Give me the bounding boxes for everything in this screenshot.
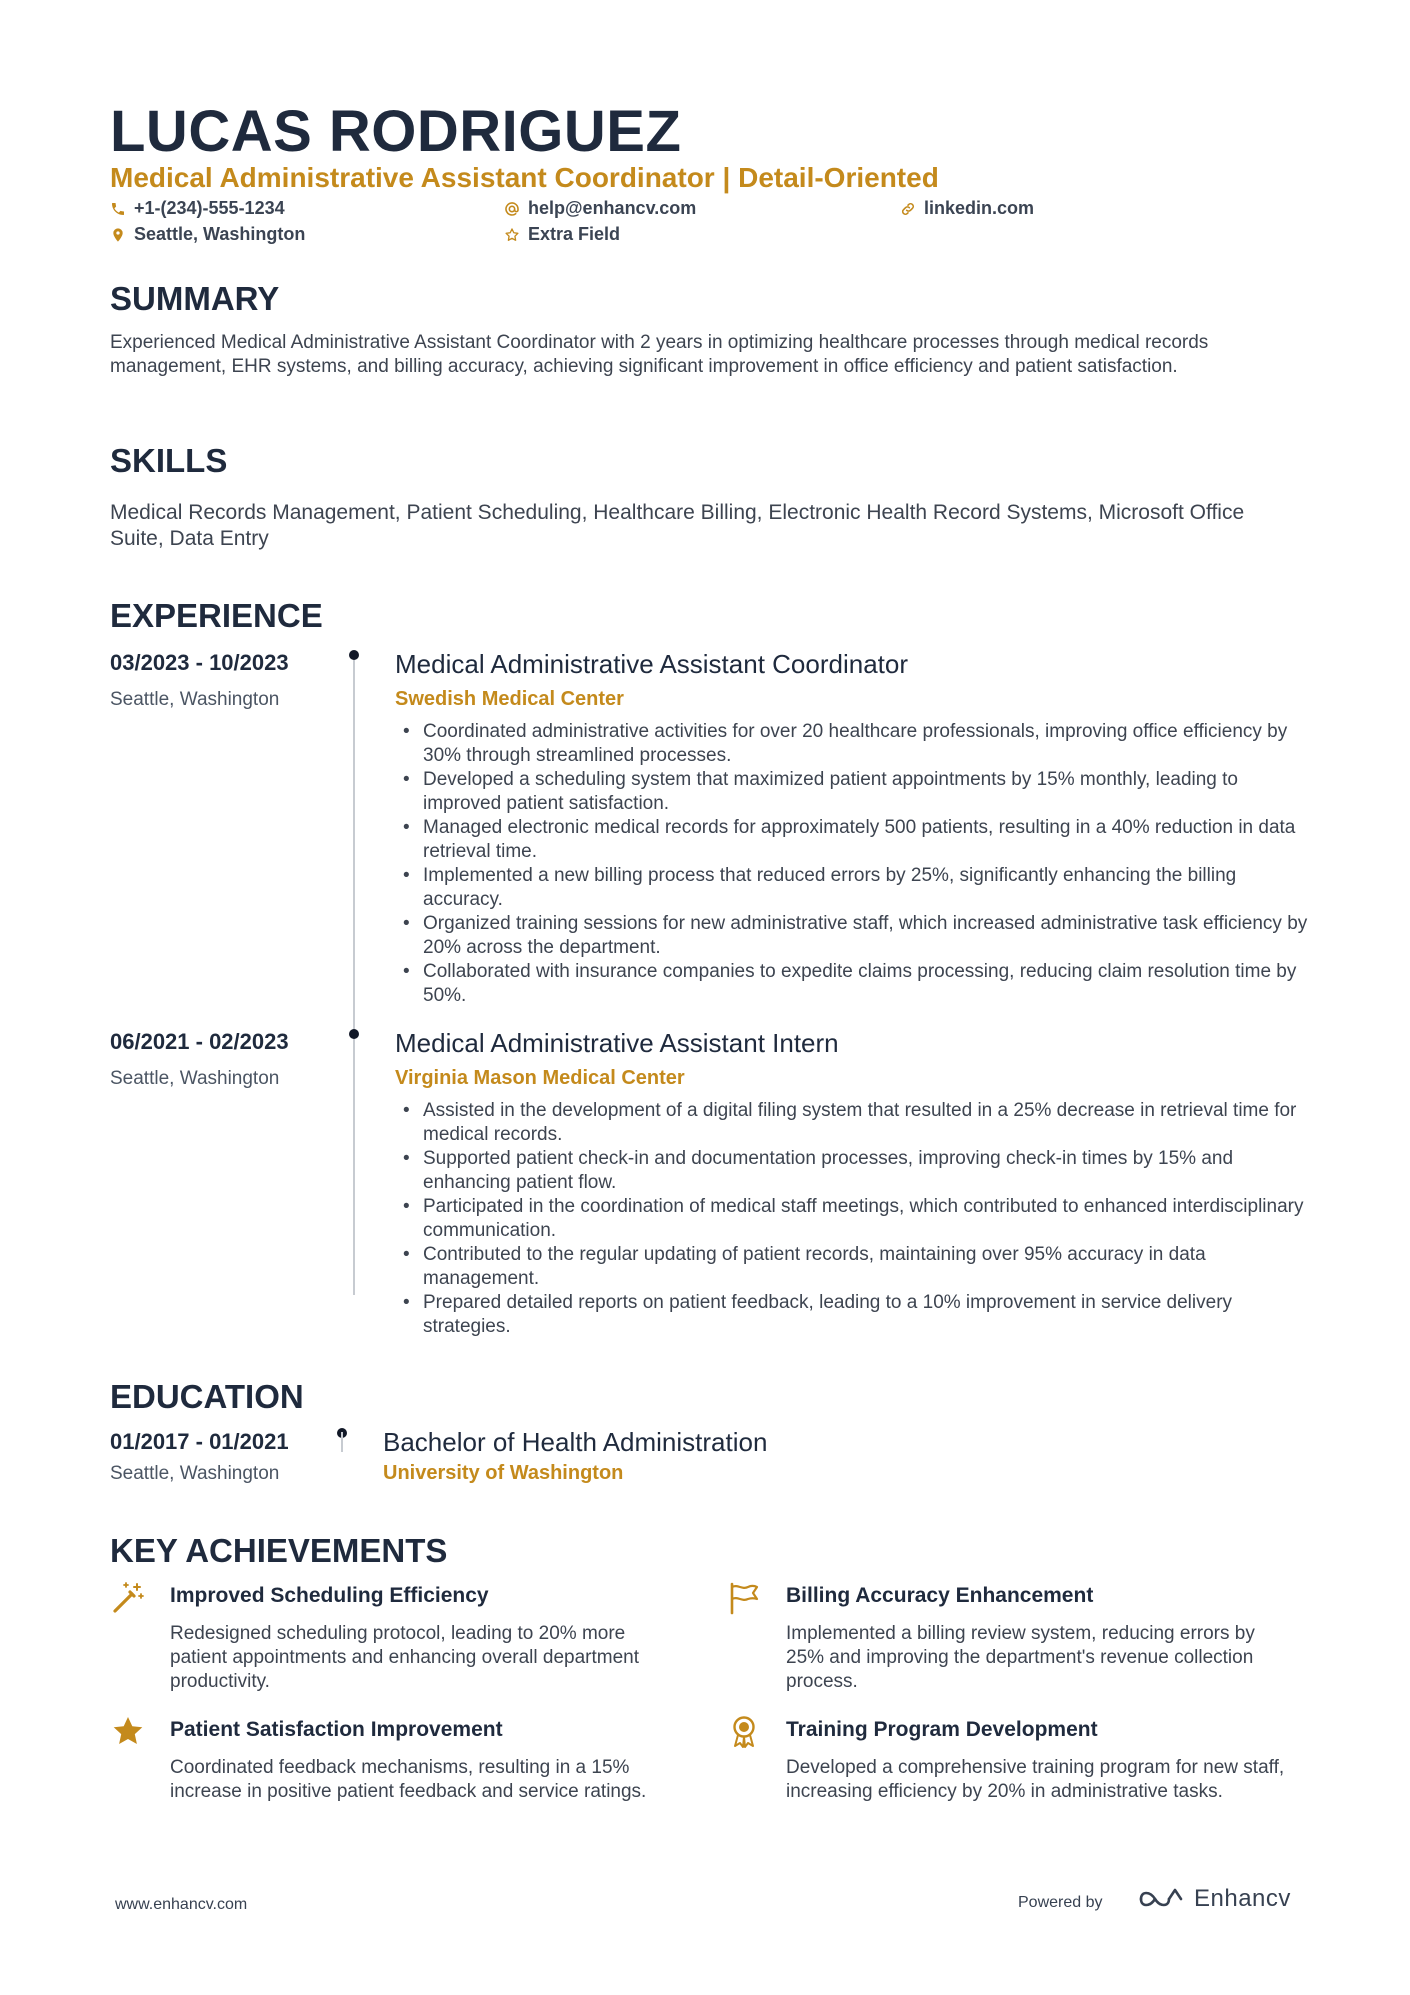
magic-wand-icon	[110, 1580, 146, 1616]
list-item: • Participated in the coordination of medical staff meetings, which contributed to enhanced interdisciplinary communication.	[395, 1195, 1315, 1243]
achievement-desc: Implemented a billing review system, reducing errors by 25% and improving the department's revenue collection process.	[786, 1623, 1255, 1692]
achievement-title: Training Program Development	[786, 1718, 1098, 1741]
candidate-tagline: Medical Administrative Assistant Coordinator | Detail-Oriented	[110, 162, 939, 193]
job-bullets	[395, 1099, 1315, 1339]
experience-timeline	[353, 655, 355, 1295]
phone-text: +1-(234)-555-1234	[134, 198, 285, 218]
extra-text: Extra Field	[528, 224, 621, 244]
job-role: Medical Administrative Assistant Coordinator	[395, 649, 909, 679]
education-timeline	[341, 1432, 343, 1452]
list-item: • Contributed to the regular updating of patient records, maintaining over 95% accuracy in data management.	[395, 1243, 1315, 1291]
job-location: Seattle, Washington	[110, 689, 280, 710]
education-dates: 01/2017 - 01/2021	[110, 1429, 289, 1454]
achievement-desc: Coordinated feedback mechanisms, resulting in a 15% increase in positive patient feedback and service ratings.	[170, 1757, 647, 1802]
achievement-desc: Redesigned scheduling protocol, leading to 20% more patient appointments and enhancing overall department productivity.	[170, 1623, 639, 1692]
achievements-title: KEY ACHIEVEMENTS	[110, 1532, 448, 1569]
candidate-name: LUCAS RODRIGUEZ	[110, 99, 682, 164]
star-outline-icon	[504, 227, 520, 243]
list-item: • Collaborated with insurance companies to expedite claims processing, reducing claim resolution time by 50%.	[395, 960, 1315, 1008]
summary-text: Experienced Medical Administrative Assistant Coordinator with 2 years in optimizing healthcare processes through medical records management, EHR systems, and billing accuracy, achieving significant improvement in office efficiency and patient satisfaction.	[110, 332, 1209, 377]
linkedin-text: linkedin.com	[924, 198, 1035, 218]
job-location: Seattle, Washington	[110, 1068, 280, 1089]
job-role: Medical Administrative Assistant Intern	[395, 1028, 839, 1058]
contact-location	[110, 224, 305, 245]
timeline-dot	[349, 650, 359, 660]
location-pin-icon	[110, 227, 126, 243]
education-school: University of Washington	[383, 1462, 624, 1484]
list-item: • Organized training sessions for new administrative staff, which increased administrative task efficiency by 20% across the department.	[395, 912, 1315, 960]
powered-by-label: Powered by	[1018, 1894, 1103, 1911]
list-item: • Coordinated administrative activities for over 20 healthcare professionals, improving office efficiency by 30% through streamlined processes.	[395, 720, 1315, 768]
timeline-dot	[349, 1029, 359, 1039]
footer-website[interactable]: www.enhancv.com	[115, 1896, 248, 1913]
link-icon	[900, 201, 916, 217]
contact-phone	[110, 198, 285, 219]
enhancv-logo-icon	[1138, 1886, 1184, 1912]
email-text: help@enhancv.com	[528, 198, 697, 218]
brand-logo[interactable]	[1138, 1885, 1291, 1913]
education-degree: Bachelor of Health Administration	[383, 1427, 768, 1457]
contact-linkedin[interactable]	[900, 198, 1034, 219]
job-dates: 03/2023 - 10/2023	[110, 650, 289, 675]
education-location: Seattle, Washington	[110, 1463, 280, 1484]
list-item: • Managed electronic medical records for approximately 500 patients, resulting in a 40% reduction in data retrieval time.	[395, 816, 1315, 864]
list-item: • Developed a scheduling system that maximized patient appointments by 15% monthly, leading to improved patient satisfaction.	[395, 768, 1315, 816]
education-title: EDUCATION	[110, 1378, 304, 1415]
achievement-title: Billing Accuracy Enhancement	[786, 1584, 1094, 1607]
contact-extra	[504, 224, 620, 245]
star-icon	[110, 1714, 146, 1750]
summary-title: SUMMARY	[110, 280, 280, 317]
list-item: • Prepared detailed reports on patient feedback, leading to a 10% improvement in service delivery strategies.	[395, 1291, 1315, 1339]
job-organization: Swedish Medical Center	[395, 688, 624, 710]
skills-title: SKILLS	[110, 442, 228, 479]
phone-icon	[110, 201, 126, 217]
job-organization: Virginia Mason Medical Center	[395, 1067, 685, 1089]
job-dates: 06/2021 - 02/2023	[110, 1029, 289, 1054]
award-icon	[726, 1714, 762, 1750]
contact-email[interactable]	[504, 198, 696, 219]
skills-text: Medical Records Management, Patient Scheduling, Healthcare Billing, Electronic Health Record Systems, Microsoft Office Suite, Data Entry	[110, 501, 1245, 550]
achievement-desc: Developed a comprehensive training program for new staff, increasing efficiency by 20% in administrative tasks.	[786, 1757, 1285, 1802]
brand-name: Enhancv	[1194, 1885, 1291, 1912]
list-item: • Implemented a new billing process that reduced errors by 25%, significantly enhancing the billing accuracy.	[395, 864, 1315, 912]
achievement-title: Improved Scheduling Efficiency	[170, 1584, 489, 1607]
list-item: • Assisted in the development of a digital filing system that resulted in a 25% decrease in retrieval time for medical records.	[395, 1099, 1315, 1147]
achievement-title: Patient Satisfaction Improvement	[170, 1718, 503, 1741]
job-bullets	[395, 720, 1315, 1008]
flag-icon	[726, 1580, 762, 1616]
experience-title: EXPERIENCE	[110, 597, 323, 634]
list-item: • Supported patient check-in and documentation processes, improving check-in times by 15% and enhancing patient flow.	[395, 1147, 1315, 1195]
at-sign-icon	[504, 201, 520, 217]
location-text: Seattle, Washington	[134, 224, 306, 244]
